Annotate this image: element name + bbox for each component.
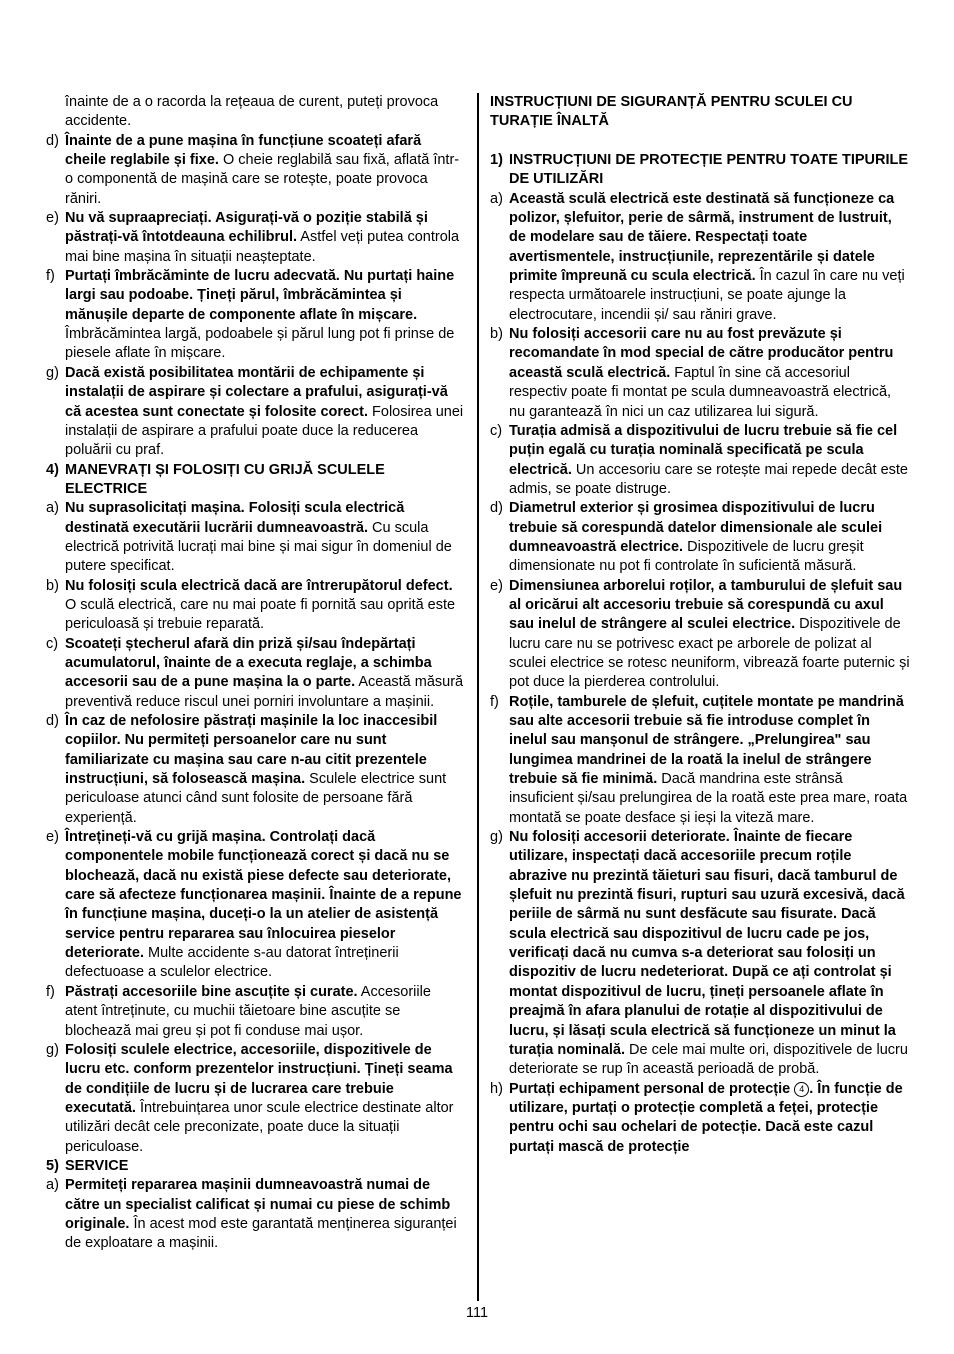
- list-item-4f: f) Păstrați accesoriile bine ascuțite și curate. Accesoriile atent întreținute, cu muchii tăietoare bine ascuțite se blochează mai greu și pot fi conduse mai ușor.: [46, 983, 431, 1039]
- section-title: INSTRUCȚIUNI DE SIGURANȚĂ PENTRU SCULEI CU TURAȚIE ÎNALTĂ: [490, 94, 853, 130]
- list-item-4a: a) Nu suprasolicitați mașina. Folosiți scula electrică destinată executării lucrării dumneavoastră. Cu scula electrică potrivită lucrați mai bine și mai sigur în domeniul de putere specificat.: [46, 500, 452, 575]
- list-item-4b: b) Nu folosiți scula electrică dacă are întrerupătorul defect. O sculă electrică, care nu mai poate fi pornită sau oprită este periculoasă și trebuie reparată.: [46, 577, 456, 633]
- figure-reference-marker: 4: [794, 1082, 809, 1097]
- list-item-1a: a) Această sculă electrică este destinată să funcționeze ca polizor, șlefuitor, perie de sârmă, instrument de lustruit, de modelare sau de tăiere. Respectați toate avertismentele, instrucțiunile, reprezentările și datele primite împreună cu scula electrică. În cazul în care nu veți respecta următoarele instrucțiuni, se poate ajunge la electrocutare, incendii și/ sau răniri grave.: [490, 190, 905, 323]
- column-divider: [477, 93, 479, 1301]
- list-item-5a: a) Permiteți repararea mașinii dumneavoastră numai de către un specialist calificat și numai cu piese de schimb originale. În acest mod este garantată menținerea siguranței de exploatare a mașinii.: [46, 1177, 457, 1252]
- left-column: [46, 93, 466, 1254]
- list-item-1b: b) Nu folosiți accesorii care nu au fost prevăzute și recomandate în mod special de către producător pentru această sculă electrică. Faptul în sine că accesoriul respectiv poate fi montat pe scula dumneavoastră electrică, nu garantează în nici un caz utilizarea lui sigură.: [490, 326, 894, 420]
- list-item-4e: e) Întrețineți-vă cu grijă mașina. Controlați dacă componentele mobile funcționează corect și dacă nu se blochează, dacă nu există piese defecte sau deteriorate, care să afecteze funcționarea mașinii. Înainte de a repune în funcțiune mașina, duceți-o la un atelier de asistență service pentru repararea sau înlocuirea pieselor deteriorate. Multe accidente s-au datorat întreținerii defectuoase a sculelor electrice.: [46, 829, 462, 981]
- page-number: 111: [465, 1305, 489, 1321]
- intro-text: înainte de a o racorda la rețeaua de curent, puteți provoca accidente.: [65, 94, 439, 130]
- list-item-f: f) Purtați îmbrăcăminte de lucru adecvată. Nu purtați haine largi sau podoabe. Țineți părul, îmbrăcămintea și mănușile departe de componente aflate în mișcare. Îmbrăcămintea largă, podoabele și părul lung pot fi prinse de piesele aflate în mișcare.: [46, 268, 455, 362]
- right-column: [490, 93, 910, 1157]
- section-heading-4: 4) MANEVRAȚI ȘI FOLOSIȚI CU GRIJĂ SCULELE ELECTRICE: [46, 461, 385, 497]
- list-item-g: g) Dacă există posibilitatea montării de echipamente și instalații de aspirare și colectare a prafului, asigurați-vă că acestea sunt conectate și folosite corect. Folosirea unei instalații de aspirare a prafului poate duce la reducerea poluării cu praf.: [46, 364, 464, 459]
- section-heading-1: 1) INSTRUCȚIUNI DE PROTECȚIE PENTRU TOATE TIPURILE DE UTILIZĂRI: [490, 152, 909, 188]
- list-item-4g: g) Folosiți sculele electrice, accesoriile, dispozitivele de lucru etc. conform prezentelor instrucțiuni. Țineți seama de condițiile de lucru și de lucrarea care trebuie executată. Întrebuințarea unor scule electrice destinate altor utilizări decât cele preconizate, poate duce la situații periculoase.: [46, 1041, 454, 1155]
- list-item-1c: c) Turația admisă a dispozitivului de lucru trebuie să fie cel puțin egală cu turația nominală specificată pe scula electrică. Un accesoriu care se rotește mai repede decât este admis, se poate distruge.: [490, 422, 908, 497]
- section-heading-5: 5) SERVICE: [46, 1157, 129, 1174]
- list-item-1d: d) Diametrul exterior și grosimea dispozitivului de lucru trebuie să corespundă datelor dimensionale ale sculei dumneavoastră electrice. Dispozitivele de lucru greșit dimensionate nu pot fi controlate în suficientă măsură.: [490, 500, 883, 575]
- list-item-e: e) Nu vă supraapreciați. Asigurați-vă o poziție stabilă și păstrați-vă întotdeauna echilibrul. Astfel veți putea controla mai bine mașina în situații neașteptate.: [46, 210, 460, 265]
- list-item-1g: g) Nu folosiți accesorii deteriorate. Înainte de fiecare utilizare, inspectați dacă accesoriile precum roțile abrazive nu prezintă tăieturi sau fisuri, dacă tamburul de șlefuit nu prezintă fisuri, rupturi sau uzură excesivă, dacă periile de sârmă nu sunt desfăcute sau fisurate. Dacă scula electrică sau dispozitivul de lucru cade pe jos, verificați dacă nu cumva s-a deteriorat sau folosiți un dispozitiv de lucru nedeteriorat. După ce ați controlat și montat dispozitivul de lucru, țineți persoanele aflate în preajmă în afara planului de rotație al dispozitivului de lucru, și lăsați scula electrică să funcționeze un minut la turația nominală. De cele mai multe ori, dispozitivele de lucru deteriorate se rup în această perioadă de probă.: [490, 829, 908, 1078]
- list-item-1h: h) Purtați echipament personal de protecție 4 . În funcție de utilizare, purtați o protecție completă a feței, protecție pentru ochi sau ochelari de potecție. Dacă este cazul purtați mască de protecție: [490, 1080, 903, 1155]
- spacer: [490, 132, 910, 151]
- list-item-4c: c) Scoateți ștecherul afară din priză și/sau îndepărtați acumulatorul, înainte de a executa reglaje, a schimba accesorii sau de a pune mașina la o parte. Această măsură preventivă reduce riscul unei porniri involuntare a mașinii.: [46, 635, 464, 710]
- list-item-4d: d) În caz de nefolosire păstrați mașinile la loc inaccesibil copiilor. Nu permiteți persoanelor care nu sunt familiarizate cu mașina sau care n-au citit prezentele instrucțiuni, să folosească mașina. Sculele electrice sunt periculoase atunci când sunt folosite de persoane fără experiență.: [46, 713, 447, 826]
- list-item-1f: f) Roțile, tamburele de șlefuit, cuțitele montate pe mandrină sau alte accesorii trebuie să fie introduse complet în inelul sau manșonul de strângere. „Prelungirea" sau lungimea mandrinei de la roată la inelul de strângere trebuie să fie minimă. Dacă mandrina este strânsă insuficient și/sau prelungirea de la roată este prea mare, roata montată se poate desface și ieși la viteză mare.: [490, 693, 908, 826]
- list-item-d: d) Înainte de a pune mașina în funcțiune scoateți afară cheile reglabile și fixe. O cheie reglabilă sau fixă, aflată într-o componentă de mașină care se rotește, poate provoca răniri.: [46, 132, 460, 207]
- list-item-1e: e) Dimensiunea arborelui roților, a tamburului de șlefuit sau al oricărui alt accesoriu trebuie să corespundă cu axul sau inelul de strângere al sculei electrice. Dispozitivele de lucru care nu se potrivesc exact pe arborele de polizat al sculei electrice se rotesc neuniform, vibrează foarte puternic și pot duce la pierderea controlului.: [490, 577, 910, 691]
